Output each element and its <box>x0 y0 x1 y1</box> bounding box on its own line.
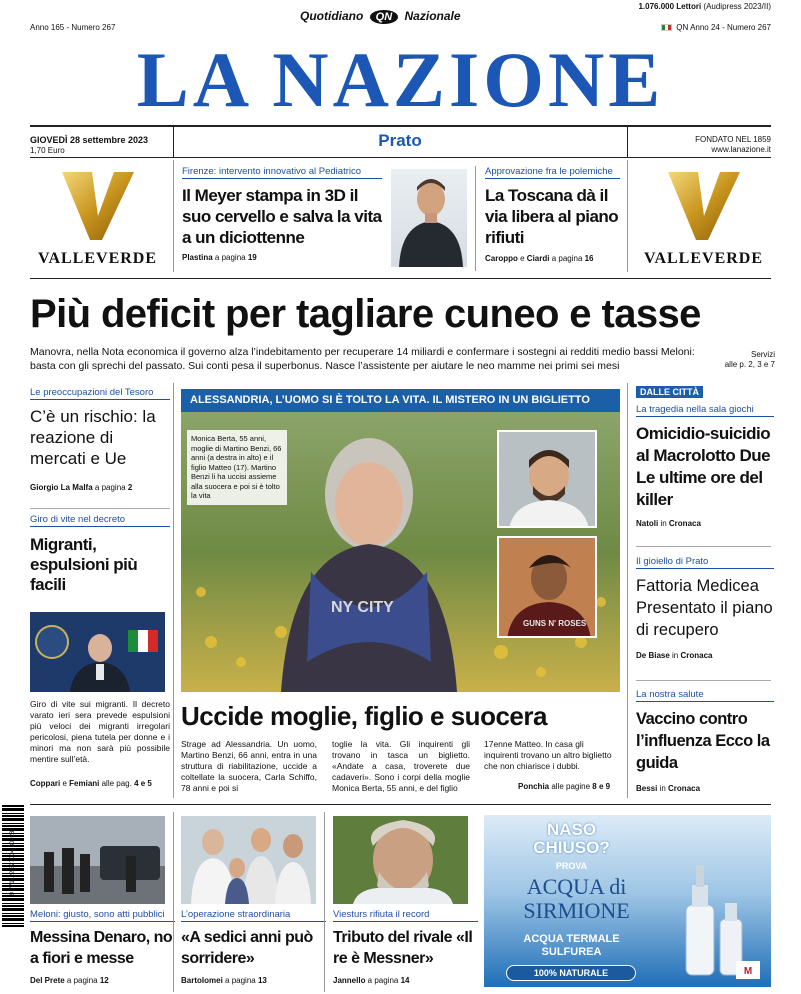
story-headline[interactable]: Messina Denaro, no a fiori e messe <box>30 929 173 967</box>
shirt-text: GUNS N' ROSES <box>523 619 587 628</box>
story-byline: Jannello a pagina 14 <box>333 976 410 985</box>
valleverde-logo-icon <box>636 168 771 243</box>
story-kicker: Approvazione fra le polemiche <box>485 166 620 179</box>
story-vaccino[interactable] <box>636 689 774 794</box>
story-byline: Del Prete a pagina 12 <box>30 976 109 985</box>
story-headline[interactable]: Vaccino contro l’influenza Ecco la guida <box>636 710 770 772</box>
valleverde-brand: VALLEVERDE <box>37 250 158 267</box>
story-rischio[interactable] <box>30 387 170 493</box>
story-migranti[interactable] <box>30 514 170 595</box>
readers-source: (Audipress 2023/II) <box>701 2 771 11</box>
barcode-number: 9 771122 827004 30928 <box>10 830 16 896</box>
story-denaro[interactable] <box>30 909 175 986</box>
son-photo <box>497 536 597 638</box>
photo-caption: Monica Berta, 55 anni, moglie di Martino Benzi, 66 anni (a destra in alto) e il figlio Matteo (17). Martino Benzi li ha uccisi assieme alla suocera e poi si è tolto la vita <box>187 430 287 505</box>
story-byline: Bessi in Cronaca <box>636 784 701 793</box>
lead-services: Servizi alle p. 2, 3 e 7 <box>724 350 775 369</box>
story-messner[interactable] <box>333 909 478 986</box>
story-omicidio[interactable] <box>636 404 774 529</box>
qn-header <box>300 9 461 24</box>
issue-number-left: Anno 165 - Numero 267 <box>30 23 116 32</box>
story-headline[interactable]: Il Meyer stampa in 3D il suo cervello e salva la vita a un diciottenne <box>182 186 382 247</box>
story-headline[interactable]: Migranti, espulsioni più facili <box>30 535 138 594</box>
qn-suffix: Nazionale <box>404 9 461 23</box>
story-byline: Giorgio La Malfa a pagina 2 <box>30 483 133 492</box>
founded: FONDATO NEL 1859 <box>695 135 771 144</box>
story-byline: Natoli in Cronaca <box>636 519 701 528</box>
lead-headline[interactable]: Più deficit per tagliare cuneo e tasse <box>30 292 701 336</box>
story-headline[interactable]: Fattoria Medicea Presentato il piano di recupero <box>636 577 773 639</box>
qn-prefix: Quotidiano <box>300 9 364 23</box>
migranti-byline: Coppari e Femiani alle pag. 4 e 5 <box>30 779 152 788</box>
price: 1,70 Euro <box>30 146 65 155</box>
ad-sub: ACQUA TERMALE SULFUREA <box>523 933 620 958</box>
ad-headline: NASO CHIUSO? <box>533 820 610 857</box>
story-kicker: Meloni: giusto, sono atti pubblici <box>30 909 175 922</box>
messner-photo <box>333 816 468 904</box>
story-toscana[interactable] <box>485 166 620 264</box>
story-kicker: La tragedia nella sala giochi <box>636 404 774 417</box>
story-byline: De Biase in Cronaca <box>636 651 713 660</box>
tshirt-text: NY CITY <box>331 599 394 616</box>
center-col-3: 17enne Matteo. In casa gli inquirenti trovano un altro biglietto che non chiarisce i dubbi. <box>484 739 612 771</box>
ad-prova: PROVA <box>555 861 588 871</box>
valleverde-ad-left[interactable] <box>30 168 165 268</box>
story-kicker: Giro di vite nel decreto <box>30 514 170 527</box>
story-sedici-anni[interactable] <box>181 909 326 986</box>
edition-name: Prato <box>378 131 422 150</box>
story-kicker: La nostra salute <box>636 689 774 702</box>
qn-issue: QN Anno 24 - Numero 267 <box>676 23 771 32</box>
story-headline[interactable]: Omicidio-suicidio al Macrolotto Due Le ultime ore del killer <box>636 424 771 509</box>
story-byline: Bartolomei a pagina 13 <box>181 976 267 985</box>
doctors-photo <box>181 816 316 904</box>
lead-summary: Manovra, nella Nota economica il governo alza l’indebitamento per recuperare 14 miliardi e confermare i sostegni ai redditi medio bassi Meloni: basta con gli sprechi del passato. Sui conti pesa il superbonus. Nasce l’assistente per aiutare le neo mamme nei primi sei mesi <box>30 346 695 372</box>
spray-bottle-icon <box>674 855 764 985</box>
story-byline: Caroppo e Ciardi a pagina 16 <box>485 254 594 263</box>
readers <box>638 2 771 12</box>
center-col-1: Strage ad Alessandria. Un uomo, Martino Benzi, 66 anni, entra in una struttura di riabilitazione, uccide a coltellate la suocera, Carla Schiffo, 78 anni e poi si <box>181 739 317 793</box>
story-kicker: L’operazione straordinaria <box>181 909 326 922</box>
issue-number-right <box>661 23 771 33</box>
story-byline: Plastina a pagina 19 <box>182 253 257 262</box>
story-headline[interactable]: La Toscana dà il via libera al piano rifiuti <box>485 186 619 247</box>
story-kicker: Il gioiello di Prato <box>636 556 774 569</box>
story-fattoria[interactable] <box>636 556 774 661</box>
story-meyer[interactable] <box>182 166 382 263</box>
story-headline[interactable]: Tributo del rivale «Il re è Messner» <box>333 929 473 967</box>
ad-brand: ACQUA di SIRMIONE <box>523 874 630 923</box>
center-col-2: toglie la vita. Gli inquirenti gli trovano in tasca un biglietto. «Andate a casa, troverete due cadaveri». Sono i corpi della moglie Monica Berta, 55 anni, e del figlio <box>332 739 470 793</box>
valleverde-brand: VALLEVERDE <box>643 250 764 267</box>
center-byline: Ponchia alle pagine 8 e 9 <box>518 782 611 791</box>
minister-photo <box>30 612 165 692</box>
story-kicker: Viesturs rifiuta il record <box>333 909 478 922</box>
date: GIOVEDÌ 28 settembre 2023 <box>30 135 149 145</box>
doctor-photo <box>391 169 467 267</box>
acqua-sirmione-ad[interactable] <box>484 815 771 987</box>
valleverde-ad-right[interactable] <box>636 168 771 268</box>
svg-text:M: M <box>743 966 753 977</box>
center-headline[interactable]: Uccide moglie, figlio e suocera <box>181 701 547 731</box>
barcode <box>2 805 26 935</box>
website-link[interactable]: www.lanazione.it <box>711 145 771 154</box>
section-label: DALLE CITTÀ <box>636 386 703 398</box>
readers-count: 1.076.000 Lettori <box>638 2 702 11</box>
valleverde-logo-icon <box>30 168 165 243</box>
story-kicker: Firenze: intervento innovativo al Pediatrico <box>182 166 382 179</box>
story-kicker: Le preoccupazioni del Tesoro <box>30 387 170 400</box>
center-banner: ALESSANDRIA, L’UOMO SI È TOLTO LA VITA. IL MISTERO IN UN BIGLIETTO <box>181 389 620 412</box>
police-photo <box>30 816 165 904</box>
newspaper-title: LA NAZIONE <box>136 36 665 123</box>
father-photo <box>497 430 597 528</box>
migranti-body: Giro di vite sui migranti. Il decreto varato ieri sera prevede espulsioni più veloci dei migranti irregolari pericolosi, piena tutela per donne e i minori ma non sarà più possibile mentire sull’età. <box>30 699 170 764</box>
italy-flag-icon <box>661 24 672 31</box>
ad-badge: 100% NATURALE <box>506 965 636 981</box>
qn-logo: QN <box>370 10 399 24</box>
story-headline[interactable]: C’è un rischio: la reazione di mercati e Ue <box>30 407 156 468</box>
story-headline[interactable]: «A sedici anni può sorridere» <box>181 929 313 967</box>
